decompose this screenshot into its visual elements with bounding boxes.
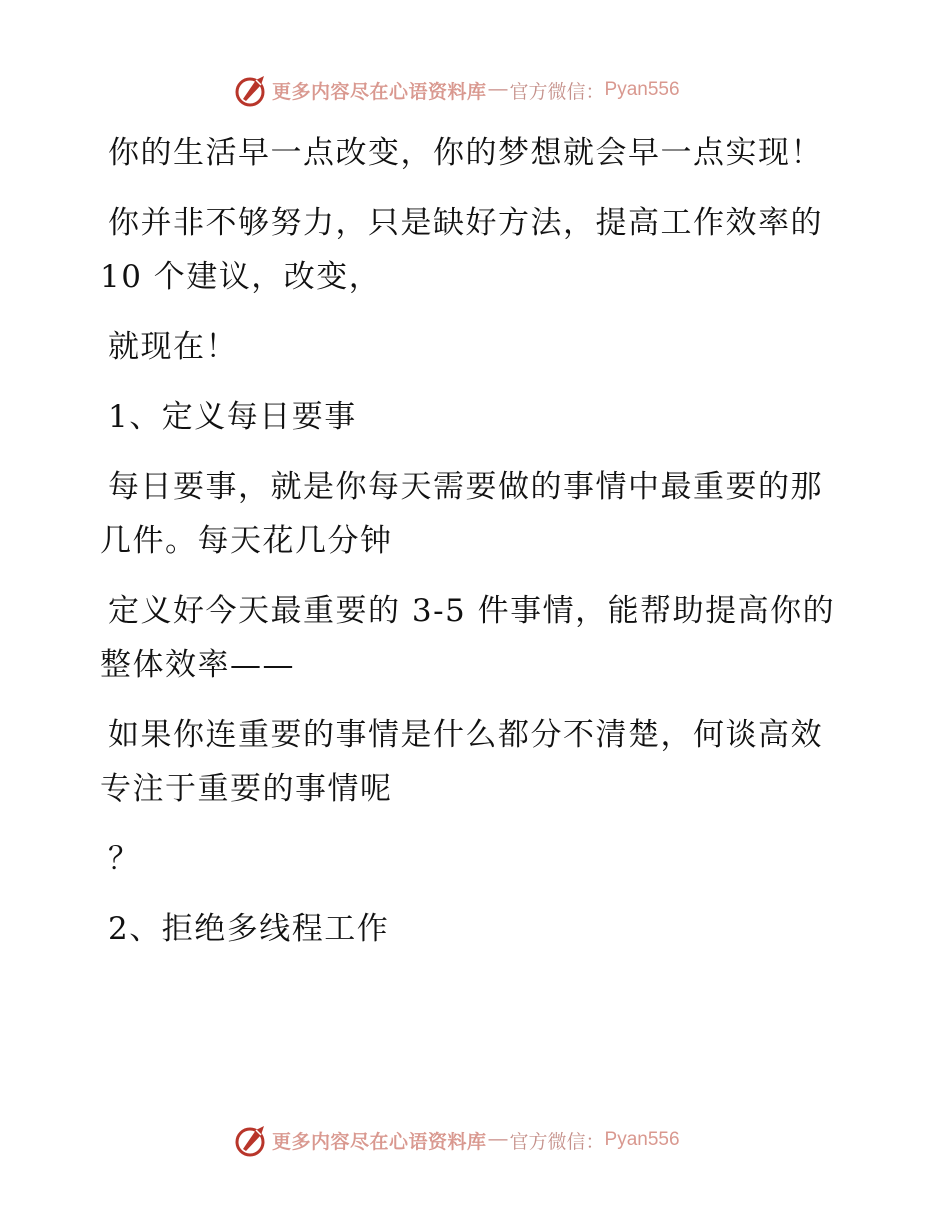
banner-separator: —	[488, 79, 508, 100]
banner-separator: —	[488, 1129, 508, 1150]
paragraph: ？	[108, 841, 141, 877]
header-banner	[234, 70, 680, 110]
pen-nib-circle-icon	[234, 1122, 270, 1158]
document-body	[100, 126, 840, 972]
paragraph: 你的生活早一点改变，你的梦想就会早一点实现！	[108, 135, 823, 171]
paragraph: 你并非不够努力，只是缺好方法，提高工作效率的 10 个建议，改变，	[100, 205, 823, 295]
footer-banner	[234, 1120, 680, 1160]
wechat-id: Pyan556	[604, 1129, 680, 1150]
wechat-label: 官方微信：	[509, 80, 605, 103]
section-heading: 2、拒绝多线程工作	[108, 911, 390, 947]
section-heading: 1、定义每日要事	[108, 399, 357, 435]
wechat-label: 官方微信：	[509, 1130, 605, 1153]
promo-text: 更多内容尽在心语资料库	[272, 80, 487, 103]
paragraph: 如果你连重要的事情是什么都分不清楚，何谈高效专注于重要的事情呢	[100, 717, 823, 807]
paragraph: 每日要事，就是你每天需要做的事情中最重要的那几件。每天花几分钟	[100, 469, 823, 559]
paragraph: 定义好今天最重要的 3-5 件事情，能帮助提高你的整体效率——	[100, 593, 836, 683]
pen-nib-circle-icon	[234, 72, 270, 108]
promo-text: 更多内容尽在心语资料库	[272, 1130, 487, 1153]
wechat-id: Pyan556	[604, 79, 680, 100]
paragraph: 就现在！	[108, 329, 238, 365]
